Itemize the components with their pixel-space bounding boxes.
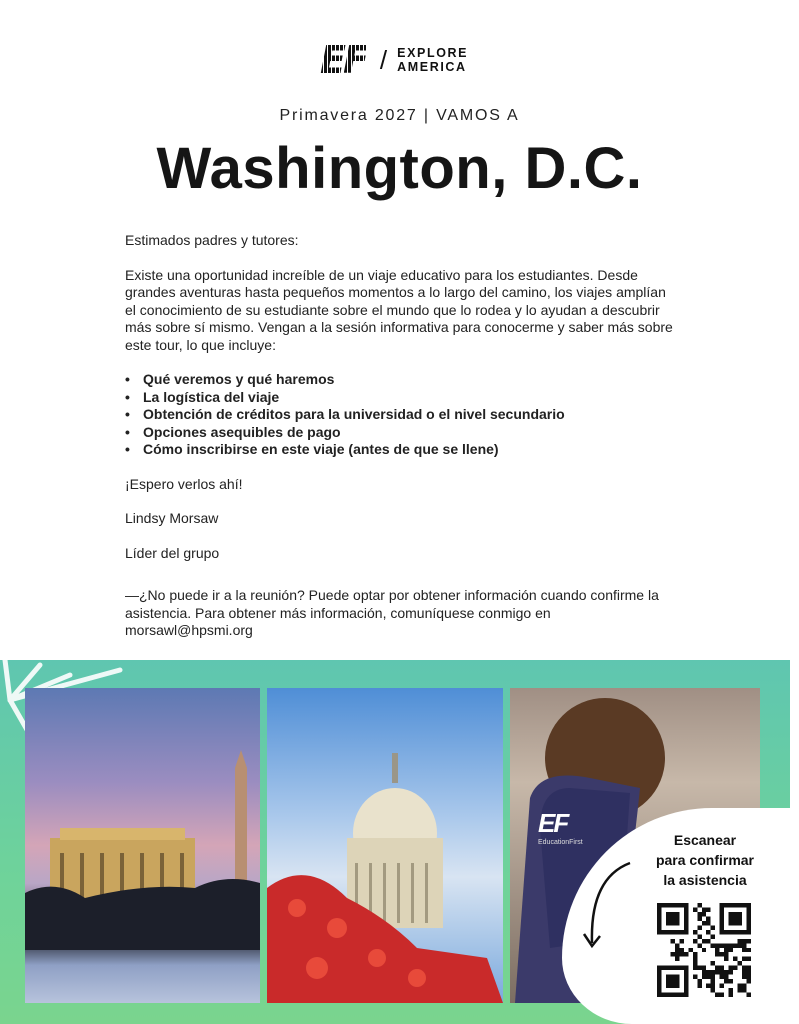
letter-body <box>125 232 675 657</box>
contact-note: —¿No puede ir a la reunión? Puede optar por obtener información cuando confirme la asistencia. Para obtener más información, comuníquese conmigo en morsawl@hpsmi.org <box>125 587 659 638</box>
backpack-ef-logo: EF <box>538 808 568 838</box>
closing: ¡Espero verlos ahí! <box>125 475 243 492</box>
list-item: • Obtención de créditos para la universidad o el nivel secundario <box>125 406 675 424</box>
scan-line-1: Escanear <box>673 832 737 848</box>
list-item: • Opciones asequibles de pago <box>125 424 675 442</box>
logo-divider: / <box>379 44 388 75</box>
signer-role: Líder del grupo <box>125 544 220 561</box>
scan-line-2: para confirmar <box>655 852 755 868</box>
lincoln-memorial-photo <box>25 688 260 1003</box>
signer-name: Lindsy Morsaw <box>125 510 219 526</box>
trip-subtitle: Primavera 2027 | VAMOS A <box>279 107 520 124</box>
ef-logo-mark: EF <box>320 38 366 82</box>
backpack-logo-text: EducationFirst <box>538 839 583 846</box>
destination-title: Washington, D.C. <box>156 136 643 201</box>
list-item: • La logística del viaje <box>125 389 675 407</box>
scan-line-3: la asistencia <box>663 872 747 888</box>
brand-name <box>397 46 468 74</box>
lincoln-memorial-illustration <box>25 688 260 1003</box>
ef-explore-america-logo <box>320 38 468 82</box>
intro-paragraph: Existe una oportunidad increíble de un viaje educativo para los estudiantes. Desde grandes aventuras hasta pequeños momentos a lo largo del camino, los viajes amplían el conocimiento de su estudiante sobre el mundo que lo rodea y lo ayudan a descubrir más sobre sí mismo. Vengan a la sesión informativa para conocerme y saber más sobre este tour, lo que incluye: <box>125 266 673 353</box>
rsvp-qr-code[interactable] <box>652 903 756 997</box>
curved-arrow-icon <box>580 858 640 953</box>
capitol-illustration <box>267 688 503 1003</box>
brand-line-2: AMERICA <box>397 60 467 74</box>
brand-line-1: EXPLORE <box>397 46 469 60</box>
list-item: • Cómo inscribirse en este viaje (antes de que se llene) <box>125 441 675 459</box>
greeting: Estimados padres y tutores: <box>125 232 299 248</box>
topics-list <box>125 371 675 459</box>
capitol-building-photo <box>267 688 503 1003</box>
scan-cta-text <box>630 830 780 890</box>
list-item: • Qué veremos y qué haremos <box>125 371 675 389</box>
